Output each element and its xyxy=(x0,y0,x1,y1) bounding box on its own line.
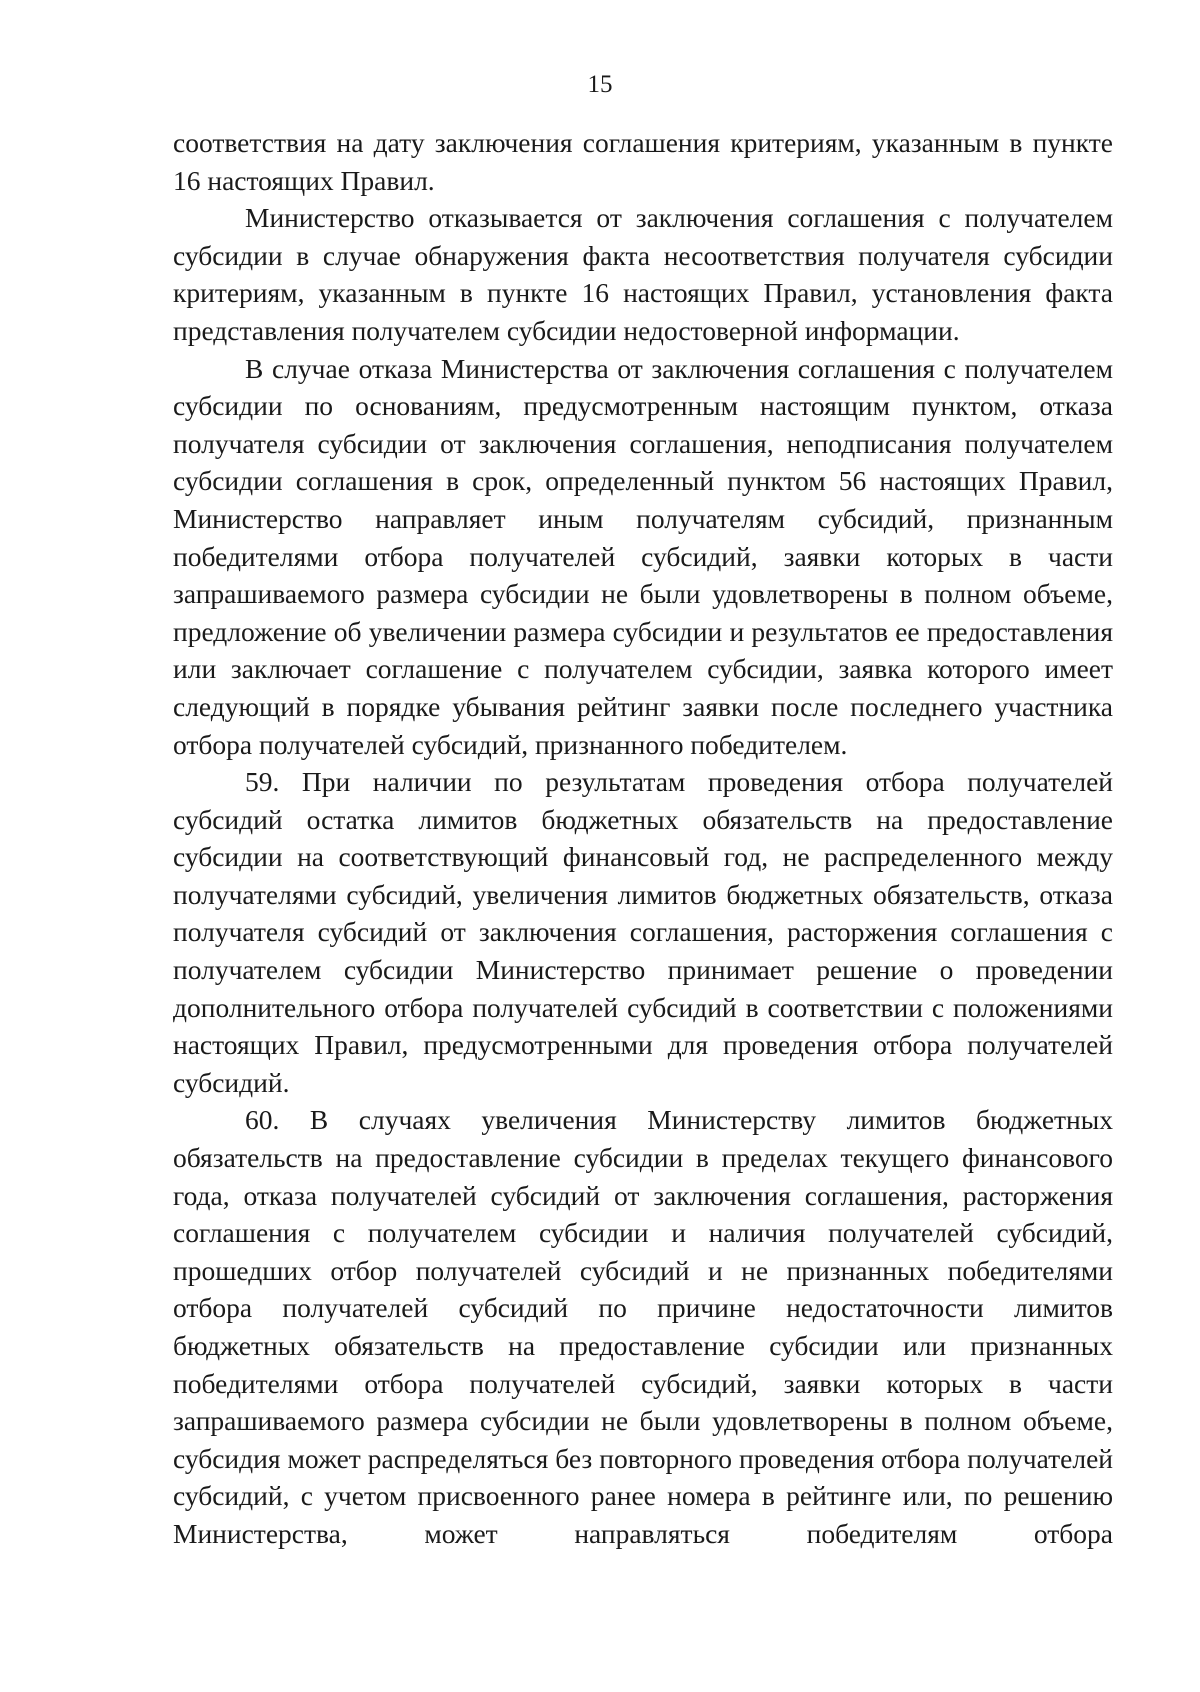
paragraph-59: 59. При наличии по результатам проведения отбора получателей субсидий остатка лимитов бюджетных обязательств на предоставление субсидии на соответствующий финансовый год, не распределенного между получателями субсидий, увеличения лимитов бюджетных обязательств, отказа получателя субсидий от заключения соглашения, расторжения соглашения с получателем субсидии Министерство принимает решение о проведении дополнительного отбора получателей субсидий в соответствии с положениями настоящих Правил, предусмотренными для проведения отбора получателей субсидий. xyxy=(173,766,1113,1098)
document-body xyxy=(173,124,1113,1553)
paragraph-60: 60. В случаях увеличения Министерству лимитов бюджетных обязательств на предоставление субсидии в пределах текущего финансового года, отказа получателей субсидий от заключения соглашения, расторжения соглашения с получателем субсидии и наличия получателей субсидий, прошедших отбор получателей субсидий и не признанных победителями отбора получателей субсидий по причине недостаточности лимитов бюджетных обязательств на предоставление субсидии или признанных победителями отбора получателей субсидий, заявки которых в части запрашиваемого размера субсидии не были удовлетворены в полном объеме, субсидия может распределяться без повторного проведения отбора получателей субсидий, с учетом присвоенного ранее номера в рейтинге или, по решению Министерства, может направляться победителям отбора xyxy=(173,1104,1113,1549)
paragraph-continuation: соответствия на дату заключения соглашения критериям, указанным в пункте 16 настоящих Правил. xyxy=(173,127,1113,196)
paragraph-refusal-case: В случае отказа Министерства от заключения соглашения с получателем субсидии по основаниям, предусмотренным настоящим пунктом, отказа получателя субсидии от заключения соглашения, неподписания получателем субсидии соглашения в срок, определенный пунктом 56 настоящих Правил, Министерство направляет иным получателям субсидий, признанным победителями отбора получателей субсидий, заявки которых в части запрашиваемого размера субсидии не были удовлетворены в полном объеме, предложение об увеличении размера субсидии и результатов ее предоставления или заключает соглашение с получателем субсидии, заявка которого имеет следующий в порядке убывания рейтинг заявки после последнего участника отбора получателей субсидий, признанного победителем. xyxy=(173,352,1113,760)
paragraph-refusal: Министерство отказывается от заключения соглашения с получателем субсидии в случае обнаружения факта несоответствия получателя субсидии критериям, указанным в пункте 16 настоящих Правил, установления факта представления получателем субсидии недостоверной информации. xyxy=(173,202,1113,346)
page-number: 15 xyxy=(587,71,613,98)
